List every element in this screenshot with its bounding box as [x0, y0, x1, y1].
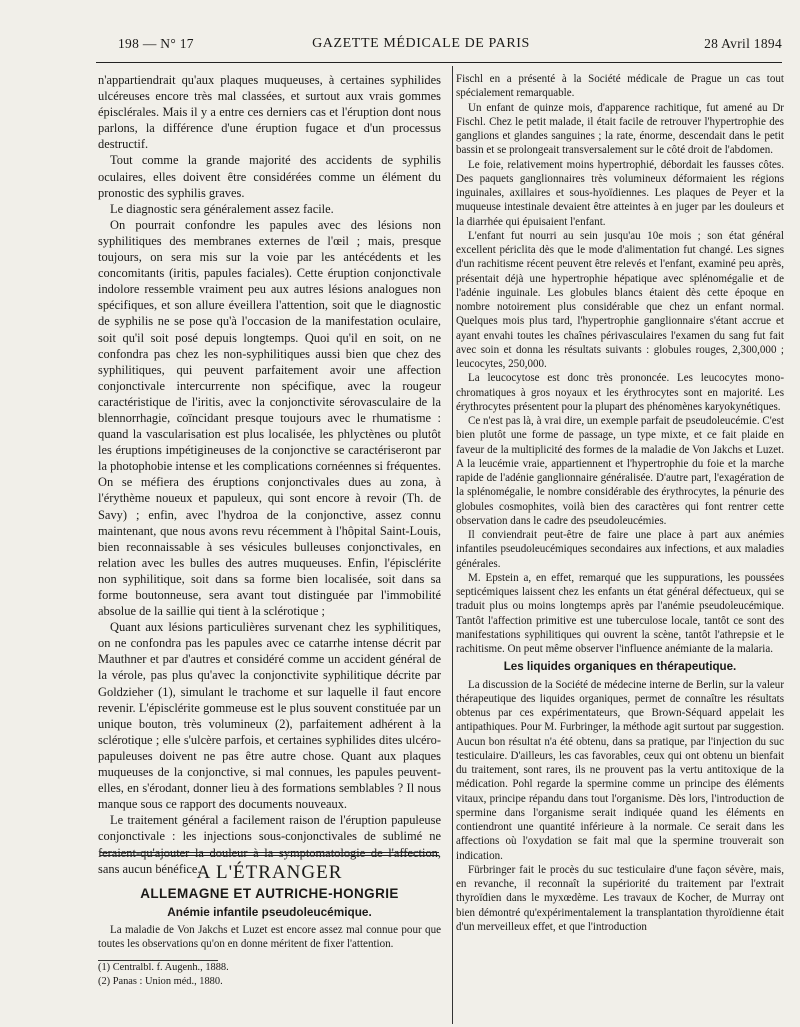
article-subheading: Les liquides organiques en thérapeutique. — [503, 660, 737, 674]
paragraph: Un enfant de quinze mois, d'apparence rachitique, fut amené au Dr Fischl. Chez le petit malade, il était facile de retrouver l'hypertrophie des ganglions et glandes sanguines ; la rate, énorme, descendait dans le petit bassin et se prolongeait transversalement sur le côté droit de l'abdomen. — [456, 101, 784, 157]
page-header — [60, 36, 782, 60]
article-intro: La maladie de Von Jakchs et Luzet est encore assez mal connue pour que toutes les observations qu'on en donne méritent de fixer l'attention. — [98, 924, 441, 950]
paragraph: n'appartiendrait qu'aux plaques muqueuses, à certaines syphilides ulcéreuses encore très mal classées, et surtout aux vrais gommes épisclérales. Mais il y a entre ces derniers cas et l'éruption dont nous parlons, la différence d'une éruption fugace et d'un processus destructif. — [98, 73, 441, 152]
paragraph: Le foie, relativement moins hypertrophié, débordait les fausses côtes. Des paquets ganglionnaires très volumineux déformaient les régions inguinales, axillaires et sous-hyoïdiennes. Les plaques de Peyer et la muqueuse intestinale devaient être atteintes à en juger par les douleurs et la diarrhée qui épuisaient l'enfant. — [456, 158, 784, 228]
paragraph: Il conviendrait peut-être de faire une place à part aux anémies infantiles pseudoleucémiques secondaires aux infections, et aux maladies générales. — [456, 529, 784, 570]
paragraph: Le traitement général a facilement raison de l'éruption papuleuse conjonctivale : les injections sous-conjonctivales de sublimé ne feraient-qu'ajouter la douleur à la symptomatologie de l'affection, sans aucun bénéfice. — [98, 813, 441, 876]
paragraph: Tout comme la grande majorité des accidents de syphilis oculaires, elles doivent être considérées comme un élément du pronostic des syphilis graves. — [98, 153, 441, 200]
paragraph: Quant aux lésions particulières survenant chez les syphilitiques, on ne confondra pas les papules avec ce catarrhe intense décrit par Mauthner et par d'autres et considéré comme un accident général de la vérole, pas plus qu'avec la conjonctivite syphilitique décrite par Goldzieher (1), simulant le trachome et sur laquelle il faut encore revenir. L'épisclérite gommeuse est le plus souvent constituée par un unique bouton, très volumineux (2), parfaitement adhérent à la sclérotique ; elle s'ulcère parfois, et certaines syphilides dites ulcéro-papuleuses doivent ne pas être autre chose. Quant aux plaques muqueuses de la conjonctive, si mal connues, les papules peuvent-elles, en s'érodant, donner lieu à des formations semblables ? Il nous manque sous ce rapport des documents nouveaux. — [98, 620, 441, 812]
section-title: A L'ÉTRANGER — [196, 862, 343, 883]
foreign-news-section — [98, 852, 441, 989]
paragraph: Ce n'est pas là, à vrai dire, un exemple parfait de pseudoleucémie. C'est bien plutôt une forme de passage, un type mixte, et ce fait plaide en faveur de la multiplicité des formes de la maladie de Von Jakchs et Luzet. A la leucémie vraie, appartiennent et l'hypertrophie du foie et la marche rapide de l'adénie ganglionnaire généralisée. D'autre part, l'exagération de la splénomégalie, le nombre considérable des érythrocytes, la pénurie des globules cosmophites, voilà bien des caractères qui font rentrer cette observation dans le cadre des pseudoleucémies. — [456, 415, 784, 527]
paragraph: La discussion de la Société de médecine interne de Berlin, sur la valeur thérapeutique des liquides organiques, permet de connaître les résultats obtenus par ces expérimentateurs, que Brown-Séquard appelait les antipathiques. Pour M. Furbringer, la méthode agit surtout par suggestion. Aucun bon résultat n'a été obtenu, dans sa pratique, par l'injection du suc testiculaire. D'ailleurs, les cas favorables, ceux qui ont obtenu un bienfait du traitement, sont rares, ils ne prouvent pas la vertu antitoxique de la médication. Pohl regarde la spermine comme un principe des éléments vitaux, principe répandu dans tout l'organisme. Dès lors, l'introduction de spermine dans l'organisme serait indiquée quand les éléments en contiendront une quantité inférieure à la normale. Ce serait dans les affections où l'oxydation se fait mal que la spermine trouverait son indication. — [456, 678, 784, 862]
article-title: Anémie infantile pseudoleucémique. — [167, 905, 372, 919]
paragraph: L'enfant fut nourri au sein jusqu'au 10e mois ; son état général excellent périclita dès que le mode d'alimentation fut changé. Les signes d'un rachitisme récent peuvent être relevés et l'enfant, examiné peu après, présentait déjà une hypertrophie hépatique avec splénomégalie et de l'adénie inguinale. Les globules blancs étaient dès cette époque en nombre notoirement plus considérable que chez un enfant normal. Quelques mois plus tard, l'hypertrophie ganglionnaire s'étant accrue et ayant envahi toutes les chaînes périvasculaires l'examen du sang fut fait avec soin et donna les résultats suivants : globules rouges, 2,300,000 ; leucocytes, 250,000. — [456, 229, 784, 370]
paragraph: M. Epstein a, en effet, remarqué que les suppurations, les poussées septicémiques laissent chez les enfants un état général défectueux, qui se traduit plus ou moins longtemps après par l'anémie pseudoleucémique. Tantôt l'affection primitive est une tuberculose locale, tantôt ce sont des manifestations syphilitiques qui ouvrent la scène, tantôt l'athrepsie et le rachitisme. On peut même observer l'influence anémiante de la malaria. — [456, 571, 784, 655]
header-rule — [96, 62, 782, 63]
section-rule — [100, 852, 439, 856]
paragraph: On pourrait confondre les papules avec des lésions non syphilitiques des membranes externes de l'œil ; mais, presque toujours, on sera mis sur la voie par les antécédents et les concomitants (iritis, papules faciales). Cette éruption conjonctivale indolore ressemble vraiment peu aux autres lésions analogues non spécifiques, et son allure éveillera l'attention, soit que le diagnostic de syphilis ne se pose qu'à l'occasion de la manifestation oculaire, soit qu'il soit posé depuis longtemps. Quoi qu'il en soit, on ne confondra pas chez les non-syphilitiques aussi bien que chez des syphilitiques, qui peuvent parfaitement avoir une affection conjonctivale intercurrente non spécifique, avec la rougeur caractéristique de l'iritis, avec la conjonctivite sérovasculaire de la blennorrhagie, coïncidant presque toujours avec le rhumatisme : quand la vascularisation est plus localisée, les phlyctènes ou plutôt les éruptions impétigineuses de la conjonctive se caractériseront par la photophobie intense et les complications cornéennes si fréquentes. On se méfiera des éruptions conjonctivales dues au zona, à l'érythème noueux et papuleux, qui sont encore à revoir (Th. de Savy) ; enfin, avec l'hydroa de la conjonctive, assez connu maintenant, que nous avons revu récemment à l'hôpital Saint-Louis, bien reconnaissable à ses vésicules bulleuses conjonctivales, en relation avec les bulles des autres muqueuses. Enfin, l'épisclérite non syphilitique, soit dans sa forme bien localisée, soit dans sa forme boutonneuse, sera avant tout distinguée par l'immobilité absolue de la saillie qui tient à la sclérotique ; — [98, 217, 441, 619]
footnote: (2) Panas : Union méd., 1880. — [98, 976, 223, 987]
paragraph: Fischl en a présenté à la Société médicale de Prague un cas tout spécialement remarquable. — [456, 73, 784, 100]
journal-title: GAZETTE MÉDICALE DE PARIS — [312, 36, 530, 51]
column-divider — [452, 66, 453, 1024]
paragraph: Fürbringer fait le procès du suc testiculaire d'une façon sévère, mais, en revanche, il reconnaît la supériorité du traitement par l'extrait thyroïdien dans le myxœdème. Les travaux de Kocher, de Murray ont bien démontré qu'expérimentalement la transplantation thyroïdienne était d'un merveilleux effet, et que l'introduction — [456, 863, 784, 933]
page-number: 198 — N° 17 — [118, 36, 194, 51]
left-column — [98, 72, 441, 877]
section-subtitle: ALLEMAGNE ET AUTRICHE-HONGRIE — [140, 886, 399, 901]
issue-date: 28 Avril 1894 — [704, 36, 782, 51]
paragraph: Le diagnostic sera généralement assez facile. — [110, 201, 334, 216]
paragraph: La leucocytose est donc très prononcée. Les leucocytes mono-chromatiques à gros noyaux et les érythrocytes sont en majorité. Les érythrocytes présentent pour la plupart des phénomènes karyokynétiques. — [456, 372, 784, 413]
footnote: (1) Centralbl. f. Augenh., 1888. — [98, 962, 229, 973]
right-column — [456, 72, 784, 934]
